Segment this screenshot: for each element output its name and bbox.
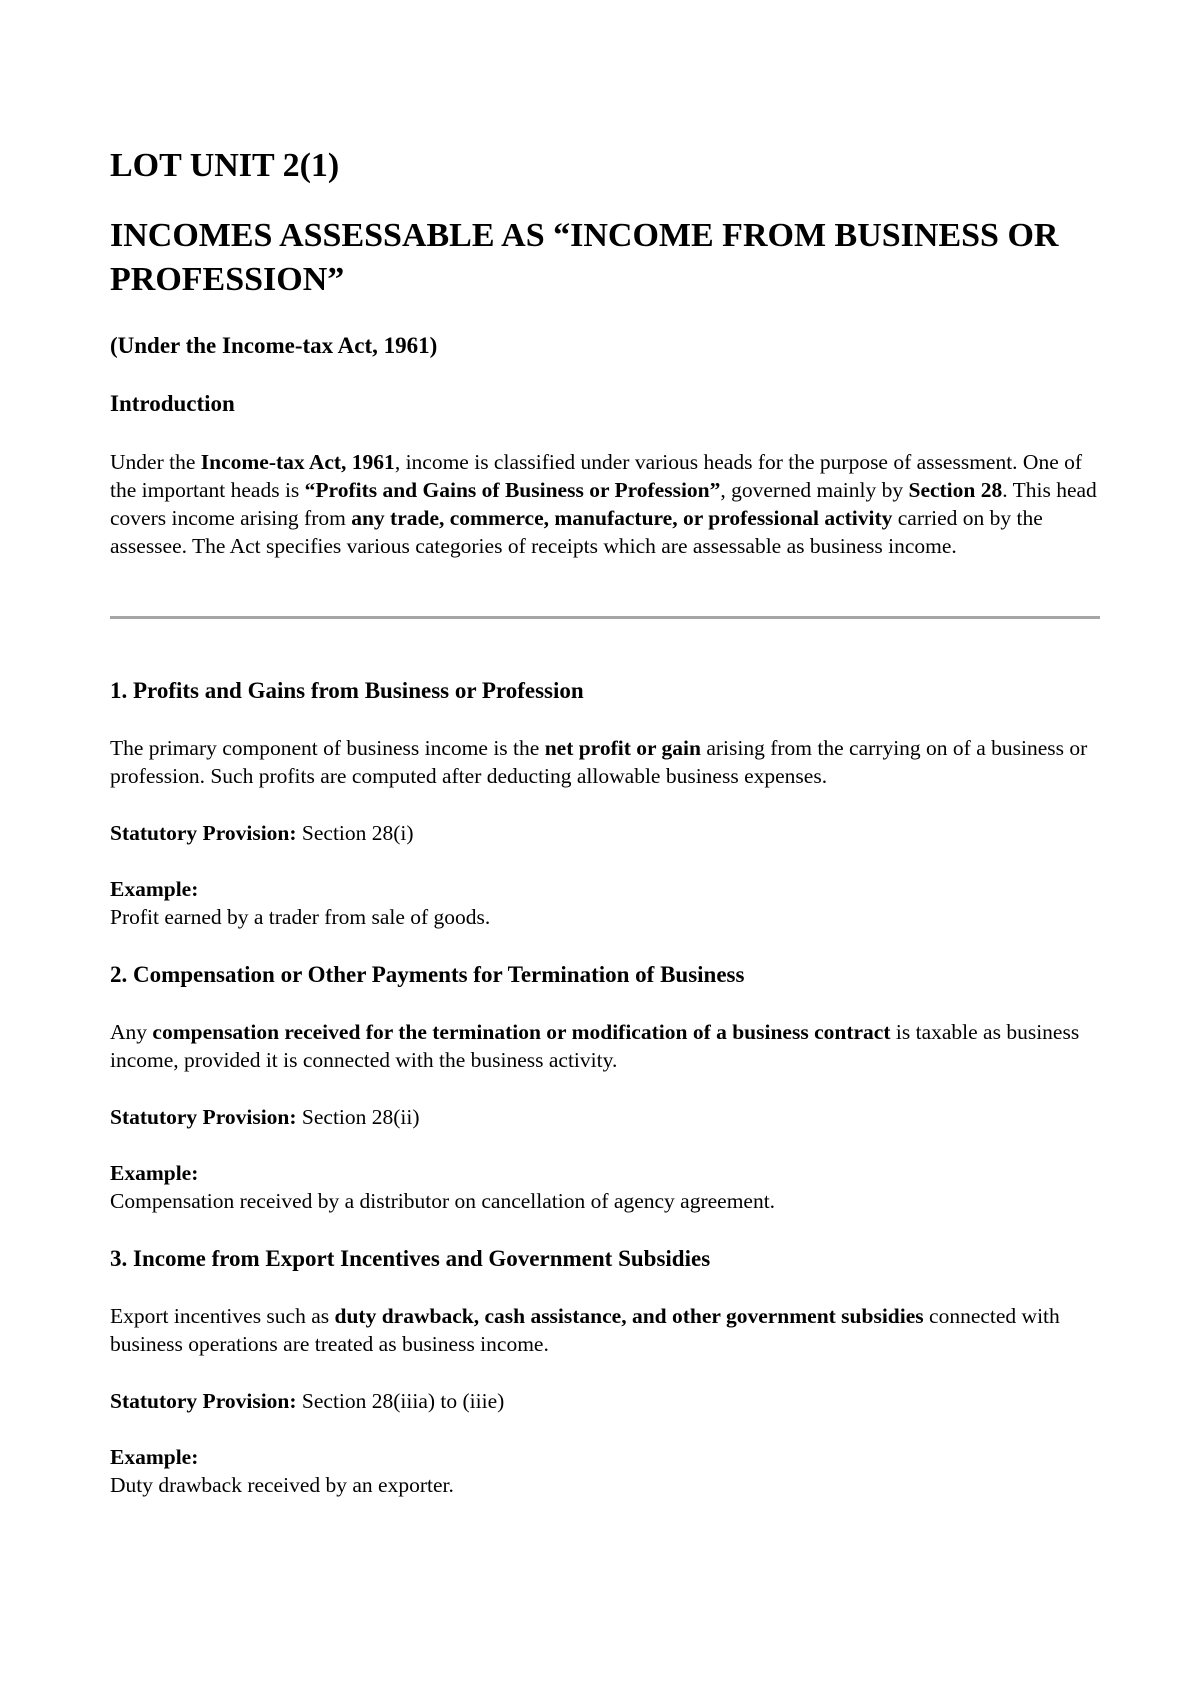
document-title: INCOMES ASSESSABLE AS “INCOME FROM BUSINESS OR PROFESSION” bbox=[110, 217, 1059, 298]
section-2-provision-label: Statutory Provision: bbox=[110, 1105, 297, 1129]
section-1-provision-label: Statutory Provision: bbox=[110, 821, 297, 845]
section-1-paragraph bbox=[110, 734, 1100, 790]
section-1-provision-value: Section 28(i) bbox=[296, 821, 414, 845]
horizontal-divider bbox=[110, 616, 1100, 619]
section-2-text-2: is taxable as business income, provided it is connected with the business activity. bbox=[110, 1020, 1080, 1072]
intro-text-5: carried on by the assessee. The Act specifies various categories of receipts which are assessable as business income. bbox=[110, 506, 1043, 558]
section-1-text-2: arising from the carrying on of a business or profession. Such profits are computed after deducting allowable business expenses. bbox=[110, 736, 1088, 788]
intro-bold-1: Income-tax Act, 1961 bbox=[200, 450, 395, 474]
section-3-provision bbox=[110, 1387, 504, 1415]
section-3-paragraph bbox=[110, 1302, 1100, 1358]
section-2-example-label: Example: bbox=[110, 1161, 199, 1185]
section-3-provision-label: Statutory Provision: bbox=[110, 1389, 297, 1413]
section-1-bold: net profit or gain bbox=[544, 736, 701, 760]
unit-heading: LOT UNIT 2(1) bbox=[110, 147, 340, 184]
intro-bold-2: “Profits and Gains of Business or Profession” bbox=[304, 478, 721, 502]
section-3-text-2: connected with business operations are treated as business income. bbox=[110, 1304, 1060, 1356]
section-1-example-text: Profit earned by a trader from sale of goods. bbox=[110, 905, 491, 929]
section-3-example-text: Duty drawback received by an exporter. bbox=[110, 1473, 454, 1497]
intro-text-2: , income is classified under various heads for the purpose of assessment. One of the important heads is bbox=[110, 450, 1083, 502]
intro-bold-3: Section 28 bbox=[908, 478, 1003, 502]
intro-text-3: , governed mainly by bbox=[720, 478, 909, 502]
intro-bold-4: any trade, commerce, manufacture, or professional activity bbox=[351, 506, 893, 530]
document-subtitle: (Under the Income-tax Act, 1961) bbox=[110, 333, 438, 358]
section-2-bold: compensation received for the termination or modification of a business contract bbox=[152, 1020, 891, 1044]
section-2-paragraph bbox=[110, 1018, 1100, 1074]
section-2-provision bbox=[110, 1103, 420, 1131]
section-3-text-1: Export incentives such as bbox=[110, 1304, 335, 1328]
section-1-text-1: The primary component of business income is the bbox=[110, 736, 545, 760]
section-3-example-label: Example: bbox=[110, 1445, 199, 1469]
section-3-heading: 3. Income from Export Incentives and Government Subsidies bbox=[110, 1246, 711, 1271]
intro-heading: Introduction bbox=[110, 391, 235, 416]
section-2-text-1: Any bbox=[110, 1020, 153, 1044]
intro-text-4: . This head covers income arising from bbox=[110, 478, 1097, 530]
section-2-heading: 2. Compensation or Other Payments for Termination of Business bbox=[110, 962, 745, 987]
section-1-heading: 1. Profits and Gains from Business or Profession bbox=[110, 678, 584, 703]
section-1-example-label: Example: bbox=[110, 877, 199, 901]
section-2-provision-value: Section 28(ii) bbox=[296, 1105, 420, 1129]
section-3-provision-value: Section 28(iiia) to (iiie) bbox=[296, 1389, 505, 1413]
section-3-bold: duty drawback, cash assistance, and other government subsidies bbox=[334, 1304, 924, 1328]
intro-text-1: Under the bbox=[110, 450, 201, 474]
section-2-example-text: Compensation received by a distributor on cancellation of agency agreement. bbox=[110, 1189, 776, 1213]
section-1-provision bbox=[110, 819, 414, 847]
intro-paragraph bbox=[110, 448, 1100, 560]
